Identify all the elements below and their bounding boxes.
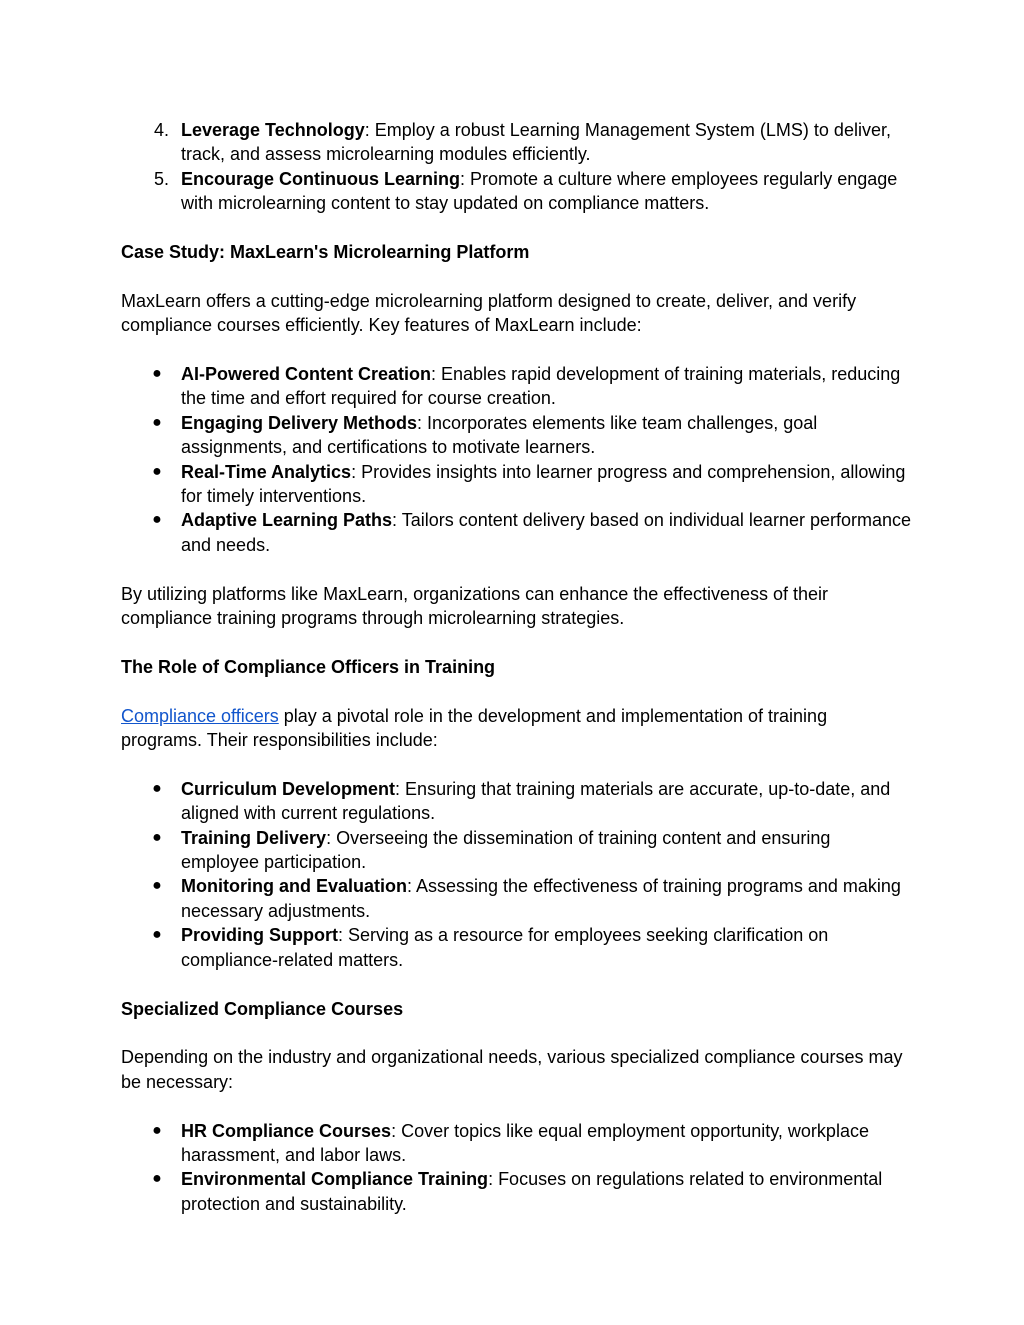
list-item (121, 118, 911, 167)
compliance-officers-link[interactable]: Compliance officers (121, 705, 279, 726)
list-item (121, 1119, 911, 1168)
list-item-description: : Promote a culture where employees regularly engage with microlearning content to stay updated on compliance matters. (181, 168, 898, 214)
officers-intro (121, 704, 911, 753)
list-number: 5. (153, 168, 169, 189)
responsibility-list (121, 777, 911, 972)
list-item (121, 777, 911, 826)
list-item (121, 1167, 911, 1216)
list-item (121, 874, 911, 923)
officers-intro-text: play a pivotal role in the development and implementation of training programs. Their responsibilities include: (121, 705, 828, 751)
list-item (121, 460, 911, 509)
course-list (121, 1119, 911, 1217)
list-item-description: : Tailors content delivery based on individual learner performance and needs. (181, 510, 912, 555)
list-number: 4. (153, 120, 169, 140)
list-item (121, 362, 911, 411)
list-item-description: : Enables rapid development of training materials, reducing the time and effort required for course creation. (181, 364, 901, 409)
specialized-intro: Depending on the industry and organizational needs, various specialized compliance courses may be necessary: (121, 1047, 903, 1092)
bullet-icon: ● (152, 511, 162, 529)
list-item-term: Adaptive Learning Paths (181, 510, 393, 531)
list-item-description: : Ensuring that training materials are accurate, up-to-date, and aligned with current regulations. (181, 778, 891, 824)
list-item-description: : Employ a robust Learning Management System (LMS) to deliver, track, and assess microlearning modules efficiently. (181, 120, 891, 165)
list-item-description: : Assessing the effectiveness of training programs and making necessary adjustments. (181, 876, 901, 921)
list-item-description: : Cover topics like equal employment opportunity, workplace harassment, and labor laws. (181, 1120, 869, 1165)
numbered-list (121, 118, 911, 216)
bullet-icon: ● (152, 413, 162, 431)
list-item-term: Encourage Continuous Learning (181, 168, 461, 189)
list-item-term: Curriculum Development (181, 778, 396, 799)
case-study-conclusion: By utilizing platforms like MaxLearn, organizations can enhance the effectiveness of their compliance training programs through microlearning strategies. (121, 583, 829, 629)
list-item-term: Training Delivery (181, 827, 327, 848)
specialized-heading: Specialized Compliance Courses (121, 998, 404, 1019)
document-page (121, 118, 911, 1216)
list-item-term: Monitoring and Evaluation (181, 876, 407, 897)
bullet-icon: ● (152, 1121, 162, 1139)
list-item-term: Real-Time Analytics (181, 461, 352, 482)
list-item-description: : Provides insights into learner progress and comprehension, allowing for timely interventions. (181, 461, 906, 507)
list-item-term: Providing Support (181, 925, 338, 946)
list-item-description: : Focuses on regulations related to environmental protection and sustainability. (181, 1169, 883, 1214)
list-item-term: Leverage Technology (181, 120, 365, 140)
case-study-heading: Case Study: MaxLearn's Microlearning Platform (121, 242, 530, 263)
list-item (121, 411, 911, 460)
bullet-icon: ● (152, 1170, 162, 1188)
list-item-term: AI-Powered Content Creation (181, 364, 432, 385)
bullet-icon: ● (152, 877, 162, 895)
list-item-term: HR Compliance Courses (181, 1120, 392, 1141)
case-study-intro: MaxLearn offers a cutting-edge microlearning platform designed to create, deliver, and verify compliance courses efficiently. Key features of MaxLearn include: (121, 290, 857, 336)
list-item-term: Engaging Delivery Methods (181, 412, 418, 433)
officers-heading: The Role of Compliance Officers in Training (121, 656, 496, 677)
bullet-icon: ● (152, 462, 162, 480)
list-item-description: : Serving as a resource for employees seeking clarification on compliance-related matters. (181, 925, 829, 970)
bullet-icon: ● (152, 779, 162, 797)
feature-list (121, 362, 911, 557)
list-item-description: : Incorporates elements like team challenges, goal assignments, and certifications to motivate learners. (181, 412, 818, 458)
list-item (121, 923, 911, 972)
list-item (121, 508, 911, 557)
bullet-icon: ● (152, 828, 162, 846)
bullet-icon: ● (152, 365, 162, 383)
list-item-description: : Overseeing the dissemination of training content and ensuring employee participation. (181, 827, 831, 873)
list-item (121, 826, 911, 875)
bullet-icon: ● (152, 926, 162, 944)
list-item-term: Environmental Compliance Training (181, 1169, 489, 1190)
list-item (121, 167, 911, 216)
